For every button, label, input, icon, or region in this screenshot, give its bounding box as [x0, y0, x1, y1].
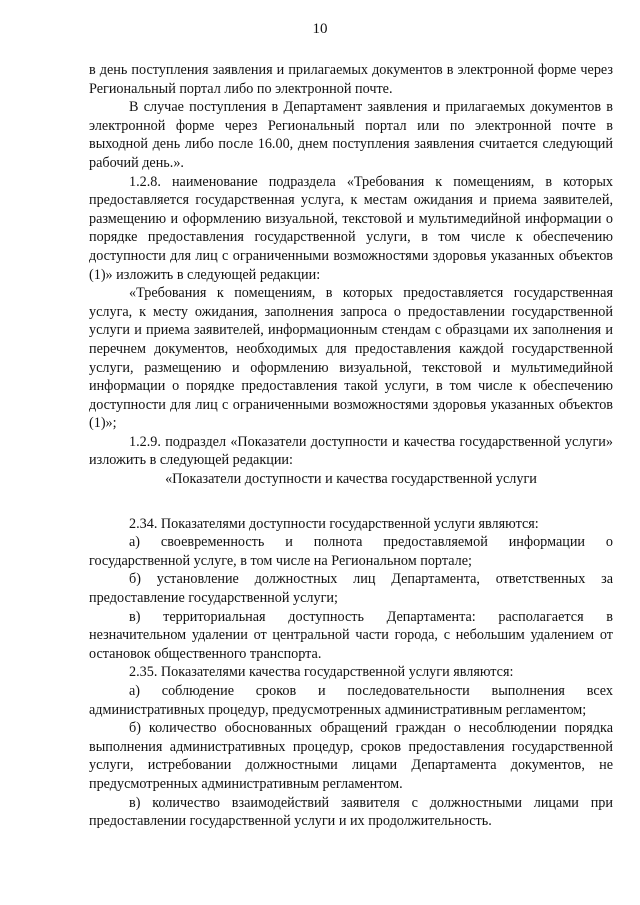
paragraph-1-2-8: 1.2.8. наименование подраздела «Требования к помещениям, в которых предоставляется государственная услуга, к местам ожидания и приема заявителей, размещению и оформлению визуальной, текстовой и мультимедийной информации о порядке предоставления государственной услуги, в том числе к обеспечению доступности для лиц с ограниченными возможностями здоровья указанных объектов (1)» изложить в следующей редакции: — [89, 173, 613, 283]
list-item-2-34-a: а) своевременность и полнота предоставляемой информации о государственной услуге, в том числе на Региональном портале; — [89, 534, 613, 569]
paragraph-1-2-9: 1.2.9. подраздел «Показатели доступности и качества государственной услуги» изложить в следующей редакции: — [89, 433, 613, 469]
paragraph-premises-requirements: «Требования к помещениям, в которых предоставляется государственная услуга, к месту ожидания, заполнения запроса о предоставлении государственной услуги и приема заявителей, информационным стендам с образцами их заполнения и перечнем документов, необходимых для предоставления каждой государственной услуги, размещению и оформлению визуальной, текстовой и мультимедийной информации о порядке предоставления такой услуги, в том числе к обеспечению доступности для лиц с ограниченными возможностями здоровья указанных объектов (1)»; — [89, 285, 613, 432]
page-number: 10 — [312, 21, 328, 37]
list-item-2-35-v: в) количество взаимодействий заявителя с должностными лицами при предоставлении государственной услуги и их продолжительность. — [89, 794, 613, 830]
paragraph-weekend-receipt: В случае поступления в Департамент заявления и прилагаемых документов в электронной форме через Региональный портал или по электронной почте в выходной день либо после 16.00, днем поступления заявления считается следующий рабочий день.». — [89, 99, 613, 171]
paragraph-continuation: в день поступления заявления и прилагаемых документов в электронной форме через Региональный портал либо по электронной почте. — [89, 62, 613, 97]
list-item-2-34-v: в) территориальная доступность Департамента: располагается в незначительном удалении от центральной части города, с небольшим удалением от остановок общественного транспорта. — [89, 608, 613, 662]
heading-spacer — [89, 489, 613, 515]
list-item-2-35-a: а) соблюдение сроков и последовательности выполнения всех административных процедур, предусмотренных административным регламентом; — [89, 683, 613, 718]
list-item-2-34-b: б) установление должностных лиц Департамента, ответственных за предоставление государственной услуги; — [89, 571, 613, 607]
paragraph-2-35: 2.35. Показателями качества государственной услуги являются: — [129, 664, 514, 681]
section-heading: «Показатели доступности и качества государственной услуги — [165, 471, 537, 488]
paragraph-2-34: 2.34. Показателями доступности государственной услуги являются: — [129, 515, 539, 532]
list-item-2-35-b: б) количество обоснованных обращений граждан о несоблюдении порядка выполнения административных процедур, сроков предоставления государственной услуги, истребовании должностными лицами Департамента документов, не предусмотренных административным регламентом. — [89, 720, 613, 792]
document-body — [89, 61, 613, 831]
